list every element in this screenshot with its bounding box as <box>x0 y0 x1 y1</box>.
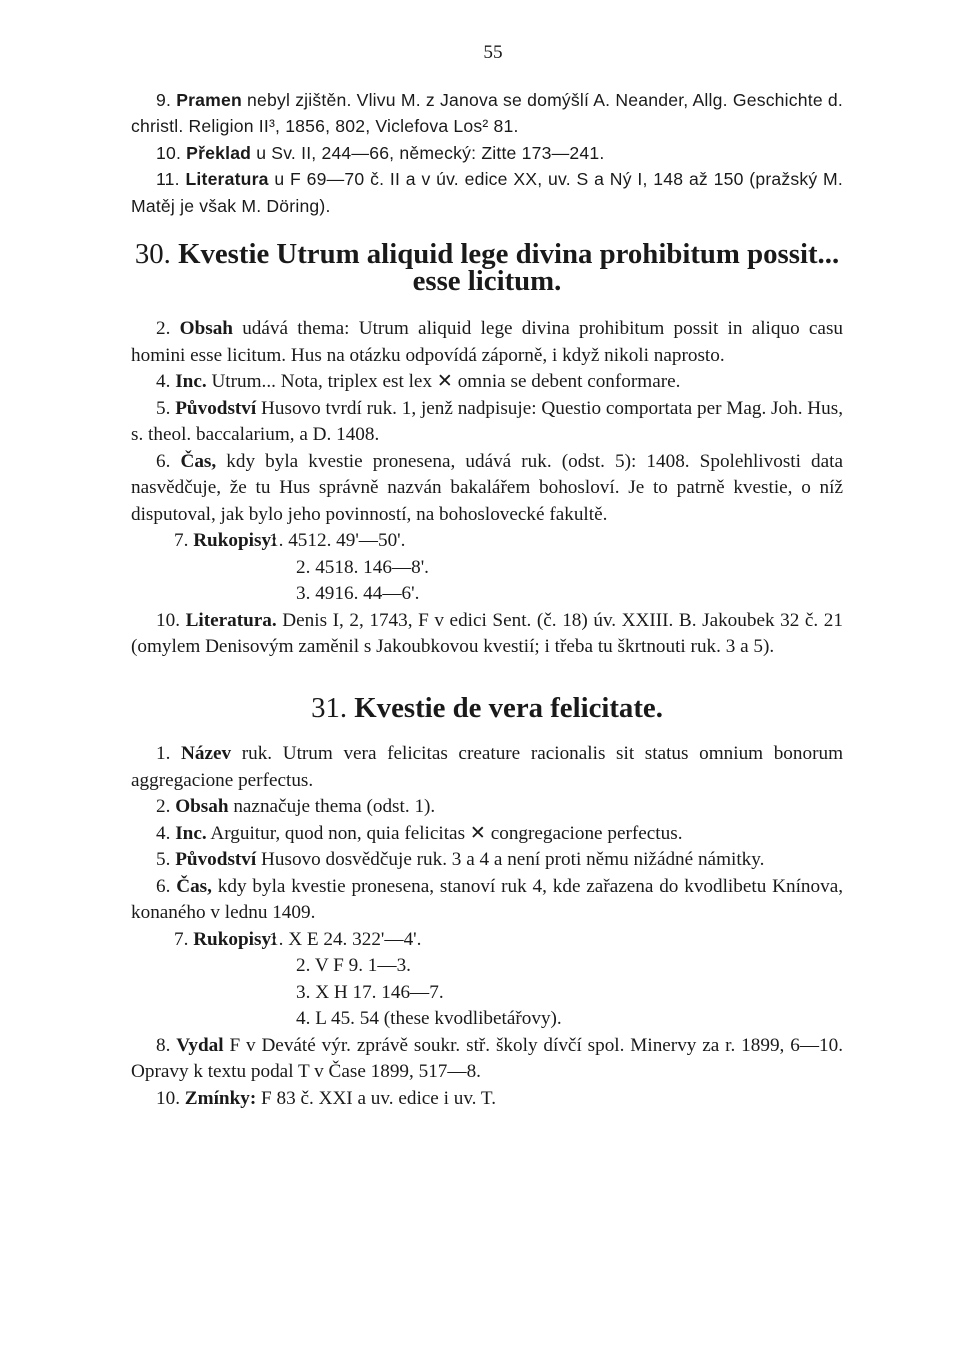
s31-item-5: 5. Původství Husovo dosvědčuje ruk. 3 a 4 a není proti němu nižádné námitky. <box>156 849 765 870</box>
manuscript-entry: 2. 4518. 146—8'. <box>296 556 429 578</box>
s31-item-4: 4. Inc. Arguitur, quod non, quia felicitas ✕ congregacione perfectus. <box>156 822 683 844</box>
section-title: Kvestie de vera felicitate. <box>354 691 663 724</box>
note-11: 11. Literatura u F 69—70 č. II a v úv. edice XX, uv. S a Ný I, 148 až 150 (pražský M. Matěj je však M. Döring). <box>131 169 843 216</box>
s31-item-1: 1. Název ruk. Utrum vera felicitas creature racionalis sit status omnium bonorum aggregacione perfectus. <box>131 743 843 791</box>
s30-item-5: 5. Původství Husovo tvrdí ruk. 1, jenž nadpisuje: Questio comportata per Mag. Joh. Hus, s. theol. baccalarium, a D. 1408. <box>131 397 844 445</box>
section-30-heading: 30. Kvestie Utrum aliquid lege divina prohibitum possit... esse licitum. <box>134 238 840 297</box>
note-9: 9. Pramen nebyl zjištěn. Vlivu M. z Janova se domýšlí A. Neander, Allg. Geschichte d. christl. Religion II³, 1856, 802, Viclefova Los² 81. <box>131 89 844 136</box>
s31-item-7: 7. Rukopisy:1. X E 24. 322'—4'. 2. V F 9. 1—3. 3. X H 17. 146—7. 4. L 45. 54 (these kvodlibetářovy). <box>131 927 843 1033</box>
page <box>131 40 843 1112</box>
note-label: Literatura <box>185 169 269 189</box>
s31-item-8: 8. Vydal F v Deváté výr. zprávě soukr. stř. školy dívčí spol. Minervy za r. 1899, 6—10. Opravy k textu podal T v Čase 1899, 517—8. <box>131 1034 843 1082</box>
s30-item-7: 7. Rukopisy:1. 4512. 49'—50'. 2. 4518. 146—8'. 3. 4916. 44—6'. <box>131 528 843 608</box>
note-10: 10. Překlad u Sv. II, 244—66, německý: Zitte 173—241. <box>156 142 605 163</box>
s30-item-4: 4. Inc. Utrum... Nota, triplex est lex ✕ omnia se debent conformare. <box>156 371 681 392</box>
note-label: Překlad <box>186 142 252 163</box>
manuscript-entry: 1. X E 24. 322'—4'. <box>269 928 422 950</box>
s31-item-10: 10. Zmínky: F 83 č. XXI a uv. edice i uv. T. <box>156 1087 497 1109</box>
note-label: Pramen <box>176 89 242 110</box>
notes-block <box>131 87 843 220</box>
manuscript-entry: 2. V F 9. 1—3. <box>296 955 411 976</box>
s31-item-6: 6. Čas, kdy byla kvestie pronesena, stanoví ruk 4, kde zařazena do kvodlibetu Knínova, konaného v lednu 1409. <box>131 875 844 923</box>
s30-item-2: 2. Obsah udává thema: Utrum aliquid lege divina prohibitum possit in aliquo casu homini esse licitum. Hus na otázku odpovídá záporně, i když nikoli naprosto. <box>131 318 843 366</box>
manuscript-entry: 4. L 45. 54 (these kvodlibetářovy). <box>296 1008 562 1029</box>
s30-item-10: 10. Literatura. Denis I, 2, 1743, F v edici Sent. (č. 18) úv. XXIII. B. Jakoubek 32 č. 21 (omylem Denisovým zaměnil s Jakoubkovou kvestií; i třeba tu škrtnouti ruk. 3 a 5). <box>131 609 843 657</box>
page-number: 55 <box>483 42 503 63</box>
s31-item-2: 2. Obsah naznačuje thema (odst. 1). <box>156 796 436 817</box>
s30-item-6: 6. Čas, kdy byla kvestie pronesena, udává ruk. (odst. 5): 1408. Spolehlivosti data nasvědčuje, že tu Hus správně nazván bakalářem bohosloví. Je to patrně kvestie, o níž disputoval, jak bylo jeho povinností, na bohoslovecké fakultě. <box>131 450 844 525</box>
section-31-heading: 31. Kvestie de vera felicitate. <box>311 691 663 724</box>
manuscript-entry: 3. X H 17. 146—7. <box>296 981 444 1003</box>
manuscript-entry: 1. 4512. 49'—50'. <box>269 530 406 551</box>
section-title: Kvestie Utrum aliquid lege divina prohibitum possit... esse licitum. <box>178 238 840 297</box>
manuscript-entry: 3. 4916. 44—6'. <box>296 583 420 604</box>
